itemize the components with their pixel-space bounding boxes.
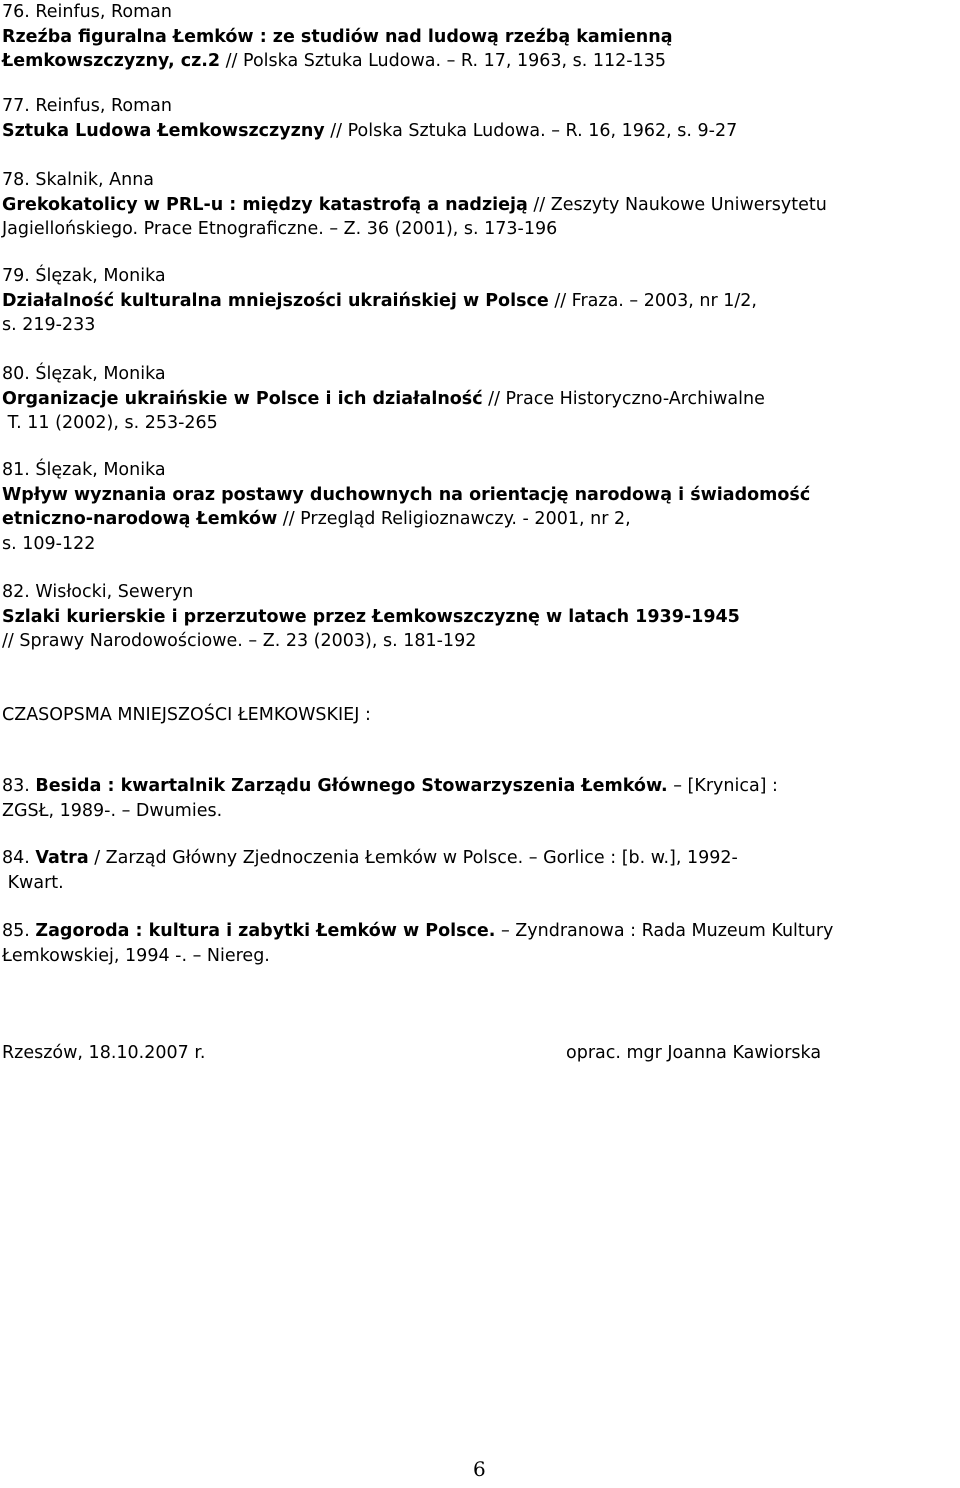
entry-source: // Polska Sztuka Ludowa. – R. 16, 1962, s. 9-27 — [324, 120, 738, 141]
entry-author: Skalnik, Anna — [35, 170, 155, 190]
journal-imprint: – [Krynica] : — [667, 776, 778, 796]
bibliography-entry-81 — [2, 458, 810, 556]
entry-title: Rzeźba figuralna Łemków : ze studiów nad ludową rzeźbą kamienną — [2, 26, 673, 47]
entry-title: Sztuka Ludowa Łemkowszczyzny — [2, 120, 325, 141]
entry-author: Reinfus, Roman — [35, 96, 172, 116]
entry-title: Wpływ wyznania oraz postawy duchownych na orientację narodową i świadomość — [2, 484, 811, 505]
journal-entry-84 — [2, 846, 738, 895]
entry-number: 78. — [2, 170, 30, 190]
entry-source: // Zeszyty Naukowe Uniwersytetu — [527, 194, 827, 215]
journal-imprint-cont: Łemkowskiej, 1994 -. – Niereg. — [2, 945, 270, 966]
page-number: 6 — [473, 1457, 486, 1481]
entry-author: Ślęzak, Monika — [35, 460, 166, 480]
entry-source-cont: s. 219-233 — [2, 315, 96, 335]
entry-source-cont: s. 109-122 — [2, 533, 96, 554]
entry-source: // Polska Sztuka Ludowa. – R. 17, 1963, s. 112-135 — [220, 51, 667, 71]
entry-number: 77. — [2, 96, 30, 116]
entry-title: Szlaki kurierskie i przerzutowe przez Łemkowszczyznę w latach 1939-1945 — [2, 606, 740, 627]
entry-source: // Prace Historyczno-Archiwalne — [482, 388, 765, 409]
section-heading: CZASOPSMA MNIEJSZOŚCI ŁEMKOWSKIEJ : — [2, 705, 371, 725]
entry-title-cont: Łemkowszczyzny, cz.2 — [2, 51, 221, 71]
journal-title: Zagoroda : kultura i zabytki Łemków w Polsce. — [35, 921, 496, 941]
journal-imprint-cont: Kwart. — [2, 872, 64, 893]
entry-number: 85. — [2, 921, 30, 941]
entry-number: 80. — [2, 364, 30, 384]
entry-number: 84. — [2, 848, 30, 868]
bibliography-entry-80 — [2, 362, 765, 436]
journal-title: Besida : kwartalnik Zarządu Głównego Stowarzyszenia Łemków. — [35, 776, 668, 796]
footer-author: oprac. mgr Joanna Kawiorska — [566, 1043, 822, 1063]
entry-number: 81. — [2, 460, 30, 480]
bibliography-entry-79 — [2, 264, 757, 338]
bibliography-entry-77 — [2, 94, 737, 143]
entry-author: Ślęzak, Monika — [35, 266, 166, 286]
entry-source: // Przegląd Religioznawczy. - 2001, nr 2, — [277, 509, 631, 529]
journal-entry-85 — [2, 919, 833, 968]
bibliography-entry-76 — [2, 0, 673, 74]
entry-source: // Sprawy Narodowościowe. – Z. 23 (2003), s. 181-192 — [2, 631, 477, 651]
entry-source-cont: T. 11 (2002), s. 253-265 — [2, 413, 218, 433]
entry-source: // Fraza. – 2003, nr 1/2, — [548, 290, 757, 311]
entry-author: Ślęzak, Monika — [35, 364, 166, 384]
entry-title-cont: etniczno-narodową Łemków — [2, 509, 278, 529]
entry-title: Organizacje ukraińskie w Polsce i ich działalność — [2, 388, 483, 409]
entry-number: 79. — [2, 266, 30, 286]
entry-number: 76. — [2, 2, 30, 22]
journal-entry-83 — [2, 774, 778, 823]
entry-author: Reinfus, Roman — [35, 2, 172, 22]
journal-imprint-cont: ZGSŁ, 1989-. – Dwumies. — [2, 800, 223, 821]
bibliography-entry-82 — [2, 580, 740, 654]
journal-imprint: / Zarząd Główny Zjednoczenia Łemków w Polsce. – Gorlice : [b. w.], 1992- — [88, 848, 738, 868]
entry-title: Grekokatolicy w PRL-u : między katastrofą a nadzieją — [2, 194, 528, 215]
entry-source-cont: Jagiellońskiego. Prace Etnograficzne. – Z. 36 (2001), s. 173-196 — [2, 219, 558, 239]
footer-place-date: Rzeszów, 18.10.2007 r. — [2, 1043, 206, 1063]
entry-number: 83. — [2, 776, 30, 796]
bibliography-entry-78 — [2, 168, 827, 242]
journal-imprint: – Zyndranowa : Rada Muzeum Kultury — [495, 921, 834, 941]
entry-author: Wisłocki, Seweryn — [35, 582, 194, 602]
journal-title: Vatra — [35, 848, 89, 868]
entry-number: 82. — [2, 582, 30, 602]
entry-title: Działalność kulturalna mniejszości ukraińskiej w Polsce — [2, 290, 549, 311]
